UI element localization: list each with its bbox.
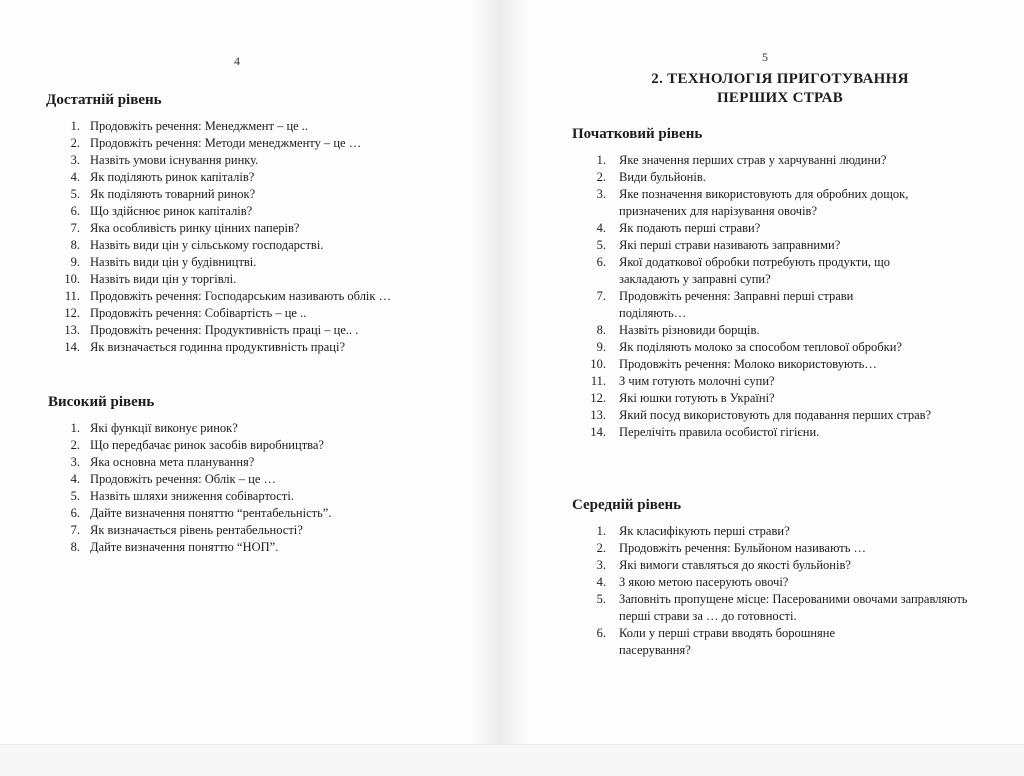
page-bottom-edge <box>0 744 1024 776</box>
list-item: 5. Які перші страви називають заправними? <box>596 238 841 252</box>
list-item: 1. Яке значення перших страв у харчуванні людини? <box>596 153 887 167</box>
section-heading: Високий рівень <box>48 394 155 410</box>
list-item: 7. Яка особливість ринку цінних паперів? <box>70 221 300 235</box>
list-item: 4. Продовжіть речення: Облік – це … <box>70 472 276 486</box>
list-item: 3. Які вимоги ставляться до якості бульйонів? <box>596 558 851 572</box>
list-item: 11. Продовжіть речення: Господарським називають облік … <box>64 289 392 303</box>
list-item: 8. Назвіть різновиди борщів. <box>596 323 760 337</box>
section-heading: Достатній рівень <box>46 92 162 108</box>
list-item: 8. Назвіть види цін у сільському господарстві. <box>70 238 324 252</box>
list-item: 5. Як поділяють товарний ринок? <box>70 187 256 201</box>
list-item: 2. Що передбачає ринок засобів виробництва? <box>70 438 324 452</box>
list-item: 3. Яке позначення використовують для обробних дощок, призначених для нарізування овочів? <box>596 187 909 218</box>
list-item: 3. Яка основна мета планування? <box>70 455 255 469</box>
list-item: 5. Заповніть пропущене місце: Пасерованими овочами заправляють перші страви за … до готовності. <box>596 592 968 623</box>
chapter-title-line: ПЕРШИХ СТРАВ <box>716 90 844 106</box>
question-list <box>46 118 446 356</box>
list-item: 6. Якої додаткової обробки потребують продукти, що закладають у заправні супи? <box>596 255 891 286</box>
list-item: 5. Назвіть шляхи зниження собівартості. <box>70 489 294 503</box>
list-item: 2. Продовжіть речення: Бульйоном називають … <box>596 541 867 555</box>
list-item: 4. Як подають перші страви? <box>596 221 761 235</box>
list-item: 14. Як визначається годинна продуктивність праці? <box>64 340 345 354</box>
list-item: 4. Як поділяють ринок капіталів? <box>70 170 255 184</box>
list-item: 6. Дайте визначення поняттю “рентабельність”. <box>70 506 332 520</box>
list-item: 13. Який посуд використовують для подавання перших страв? <box>590 408 932 422</box>
section-sufficient-level <box>46 90 446 356</box>
list-item: 6. Що здійснює ринок капіталів? <box>70 204 253 218</box>
list-item: 1. Продовжіть речення: Менеджмент – це .. <box>70 119 309 133</box>
question-list <box>572 152 972 441</box>
list-item: 9. Назвіть види цін у будівництві. <box>70 255 257 269</box>
list-item: 1. Як класифікують перші страви? <box>596 524 790 538</box>
chapter-title <box>612 70 948 108</box>
list-item: 8. Дайте визначення поняттю “НОП”. <box>70 540 279 554</box>
list-item: 1. Які функції виконує ринок? <box>70 421 238 435</box>
list-item: 10. Продовжіть речення: Молоко використовують… <box>590 357 877 371</box>
list-item: 7. Продовжіть речення: Заправні перші страви поділяють… <box>596 289 854 320</box>
list-item: 9. Як поділяють молоко за способом теплової обробки? <box>596 340 902 354</box>
list-item: 7. Як визначається рівень рентабельності? <box>70 523 303 537</box>
section-high-level <box>46 392 446 556</box>
list-item: 13. Продовжіть речення: Продуктивність праці – це.. . <box>64 323 359 337</box>
chapter-title-line: 2. ТЕХНОЛОГІЯ ПРИГОТУВАННЯ <box>651 71 909 87</box>
section-heading: Початковий рівень <box>572 126 703 142</box>
list-item: 12. Продовжіть речення: Собівартість – це .. <box>64 306 307 320</box>
list-item: 11. З чим готують молочні супи? <box>590 374 775 388</box>
list-item: 12. Які юшки готують в Україні? <box>590 391 775 405</box>
list-item: 3. Назвіть умови існування ринку. <box>70 153 259 167</box>
book-gutter <box>470 0 530 775</box>
list-item: 6. Коли у перші страви вводять борошняне пасерування? <box>596 626 836 657</box>
page-number: 4 <box>234 54 240 68</box>
section-middle-level <box>572 495 972 659</box>
section-heading: Середній рівень <box>572 497 682 513</box>
question-list <box>572 523 972 659</box>
list-item: 4. З якою метою пасерують овочі? <box>596 575 789 589</box>
page-number: 5 <box>762 50 768 64</box>
list-item: 2. Продовжіть речення: Методи менеджменту – це … <box>70 136 362 150</box>
list-item: 14. Перелічіть правила особистої гігієни. <box>590 425 820 439</box>
list-item: 2. Види бульйонів. <box>596 170 706 184</box>
section-initial-level <box>572 124 972 441</box>
question-list <box>46 420 446 556</box>
list-item: 10. Назвіть види цін у торгівлі. <box>64 272 237 286</box>
